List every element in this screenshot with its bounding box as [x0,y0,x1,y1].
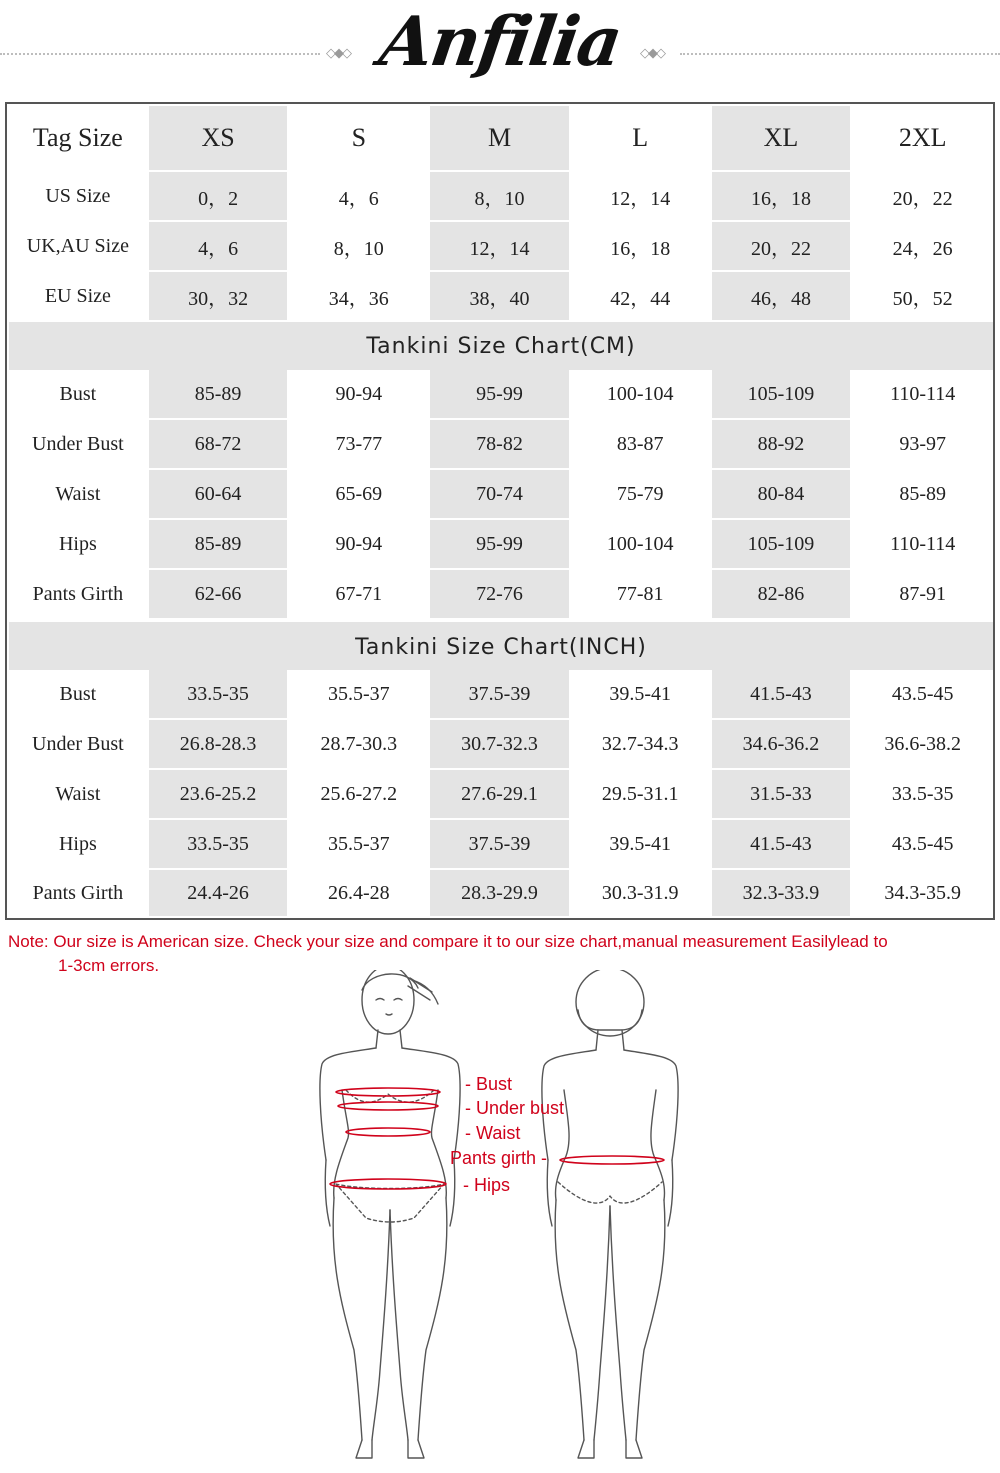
table-cell: 80-84 [712,470,853,520]
decorative-dotted-line-right [680,53,1000,55]
table-cell: 26.8-28.3 [149,720,290,770]
table-row [9,470,993,520]
table-row [9,720,993,770]
table-cell: 82-86 [712,570,853,620]
diamond-ornament-right-icon: ◇◆◇ [640,46,664,61]
section-title-inch: Tankini Size Chart(INCH) [9,622,993,672]
row-label: UK,AU Size [9,222,149,272]
back-body-outline-icon [542,970,678,1458]
header-size: XL [712,106,853,172]
diamond-ornament-left-icon: ◇◆◇ [326,46,350,61]
table-cell: 34，36 [289,272,430,322]
decorative-dotted-line-left [0,53,320,55]
table-cell: 30.7-32.3 [430,720,571,770]
table-row [9,570,993,620]
table-cell: 88-92 [712,420,853,470]
measurement-figure [300,970,720,1470]
table-cell: 30，32 [149,272,290,322]
table-cell: 41.5-43 [712,820,853,870]
table-cell: 24.4-26 [149,870,290,918]
row-label: Pants Girth [9,570,149,620]
brand-header [0,0,1000,100]
table-row [9,870,993,918]
table-cell: 100-104 [571,520,712,570]
label-under-bust: - Under bust [465,1098,565,1118]
table-cell: 65-69 [289,470,430,520]
table-cell: 73-77 [289,420,430,470]
table-cell: 85-89 [149,370,290,420]
table-cell: 4，6 [149,222,290,272]
table-cell: 23.6-25.2 [149,770,290,820]
table-cell: 37.5-39 [430,670,571,720]
table-cell: 105-109 [712,520,853,570]
waist-line [346,1128,430,1136]
table-cell: 60-64 [149,470,290,520]
table-cell: 39.5-41 [571,670,712,720]
table-row [9,520,993,570]
table-cell: 43.5-45 [852,670,993,720]
table-cell: 110-114 [852,520,993,570]
table-cell: 24，26 [852,222,993,272]
table-cell: 33.5-35 [149,670,290,720]
table-cell: 38，40 [430,272,571,322]
table-cell: 20，22 [852,172,993,222]
table-cell: 42，44 [571,272,712,322]
size-chart-table [5,102,995,920]
table-cell: 34.6-36.2 [712,720,853,770]
table-cell: 85-89 [149,520,290,570]
table-cell: 8，10 [289,222,430,272]
header-size: S [289,106,430,172]
table-cell: 78-82 [430,420,571,470]
table-cell: 37.5-39 [430,820,571,870]
label-pants-girth: Pants girth - [450,1148,548,1168]
table-cell: 16，18 [571,222,712,272]
table-cell: 46，48 [712,272,853,322]
table-cell: 75-79 [571,470,712,520]
row-label: Under Bust [9,720,149,770]
table-cell: 31.5-33 [712,770,853,820]
table-cell: 20，22 [712,222,853,272]
under-bust-line [338,1102,438,1110]
table-cell: 83-87 [571,420,712,470]
table-cell: 35.5-37 [289,820,430,870]
table-cell: 43.5-45 [852,820,993,870]
table-cell: 0，2 [149,172,290,222]
table-header-row [9,106,993,172]
table-row [9,222,993,272]
table-cell: 28.7-30.3 [289,720,430,770]
row-label: US Size [9,172,149,222]
row-label: Hips [9,820,149,870]
table-cell: 90-94 [289,520,430,570]
table-cell: 62-66 [149,570,290,620]
label-bust: - Bust [465,1074,513,1094]
section-title-cm: Tankini Size Chart(CM) [9,322,993,370]
table-cell: 50，52 [852,272,993,322]
table-cell: 32.7-34.3 [571,720,712,770]
table-cell: 100-104 [571,370,712,420]
table-cell: 90-94 [289,370,430,420]
table-cell: 95-99 [430,370,571,420]
table-cell: 36.6-38.2 [852,720,993,770]
row-label: Pants Girth [9,870,149,918]
table-row [9,820,993,870]
table-cell: 85-89 [852,470,993,520]
table-cell: 8，10 [430,172,571,222]
row-label: Waist [9,470,149,520]
table-row [9,370,993,420]
hips-line [330,1179,446,1189]
header-size: M [430,106,571,172]
front-body-outline-icon [320,970,460,1458]
table-cell: 26.4-28 [289,870,430,918]
header-size: XS [149,106,290,172]
table-cell: 16，18 [712,172,853,222]
table-row [9,172,993,222]
row-label: Under Bust [9,420,149,470]
table-cell: 93-97 [852,420,993,470]
table-cell: 67-71 [289,570,430,620]
table-cell: 34.3-35.9 [852,870,993,918]
header-size: L [571,106,712,172]
table-row [9,770,993,820]
table-cell: 95-99 [430,520,571,570]
table-row [9,670,993,720]
table-cell: 68-72 [149,420,290,470]
table-row [9,272,993,322]
label-hips: - Hips [463,1175,511,1195]
header-size: 2XL [852,106,993,172]
table-cell: 29.5-31.1 [571,770,712,820]
header-label: Tag Size [9,106,149,172]
note-line-2: 1-3cm errors. [58,956,160,975]
table-cell: 72-76 [430,570,571,620]
table-cell: 30.3-31.9 [571,870,712,918]
table-cell: 70-74 [430,470,571,520]
table-cell: 35.5-37 [289,670,430,720]
table-row [9,420,993,470]
table-cell: 87-91 [852,570,993,620]
table-cell: 33.5-35 [149,820,290,870]
table-cell: 105-109 [712,370,853,420]
row-label: Hips [9,520,149,570]
table-cell: 28.3-29.9 [430,870,571,918]
table-cell: 12，14 [430,222,571,272]
pants-girth-line [560,1156,664,1164]
table-cell: 27.6-29.1 [430,770,571,820]
table-cell: 39.5-41 [571,820,712,870]
table-cell: 32.3-33.9 [712,870,853,918]
table-cell: 33.5-35 [852,770,993,820]
row-label: Bust [9,670,149,720]
note-line-1: Note: Our size is American size. Check your size and compare it to our size chart,manual measurement Easilylead to [8,932,888,951]
table-cell: 41.5-43 [712,670,853,720]
row-label: Bust [9,370,149,420]
table-cell: 77-81 [571,570,712,620]
row-label: Waist [9,770,149,820]
table-cell: 12，14 [571,172,712,222]
row-label: EU Size [9,272,149,322]
table-cell: 110-114 [852,370,993,420]
table-cell: 4，6 [289,172,430,222]
brand-logo: Anfilia [374,2,626,82]
table-cell: 25.6-27.2 [289,770,430,820]
label-waist: - Waist [465,1123,521,1143]
